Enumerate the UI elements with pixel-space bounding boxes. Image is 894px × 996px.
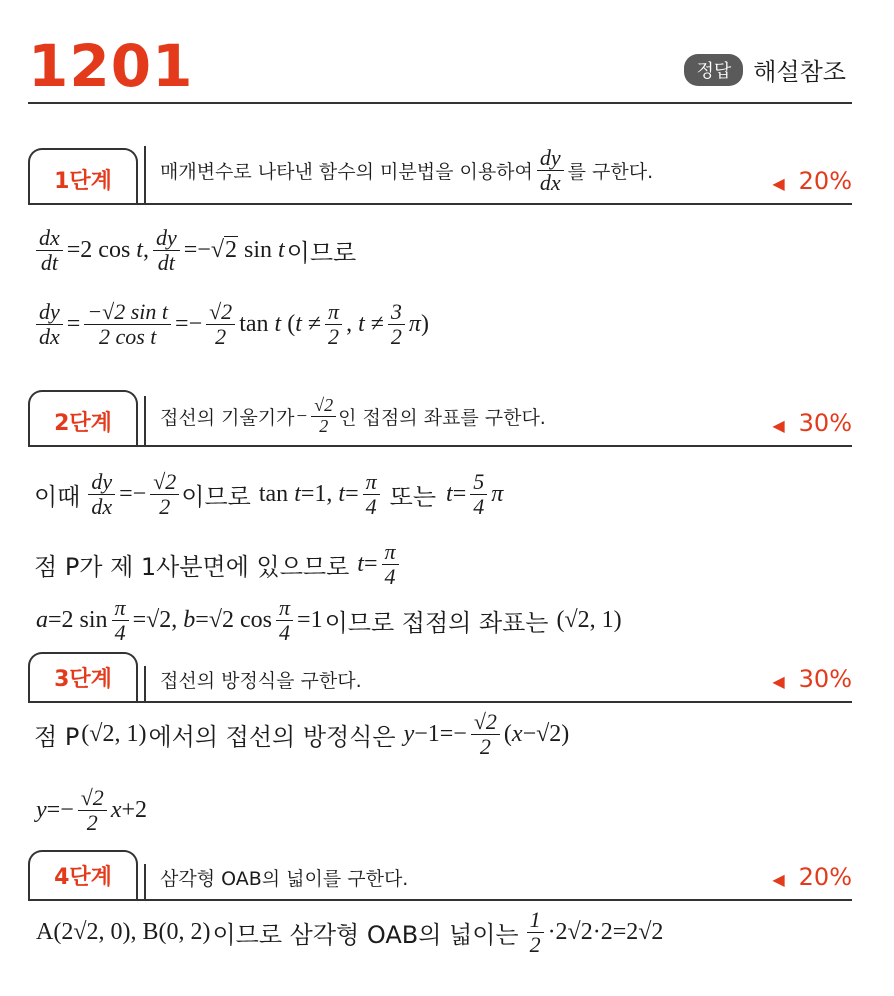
- step-1-percent: ◀ 20%: [772, 167, 852, 196]
- answer-area: [684, 52, 846, 87]
- step-4-label: 4단계: [28, 850, 138, 899]
- step-2-label: 2단계: [28, 390, 138, 445]
- step-4-description: 삼각형 OAB의 넓이를 구한다.: [144, 864, 772, 899]
- step-1-line-1: $\frac{dx}{dt}$ =2 cos t, $\frac{dy}{dt}$ =−√2 sin t 이므로: [34, 226, 356, 275]
- step-1-description: 매개변수로 나타낸 함수의 미분법을 이용하여 $\frac{dy}{dx}$ 를 구한다.: [144, 146, 772, 203]
- step-2-line-1: 이때 $\frac{dy}{dx}$ =− $\frac{√2}{2}$ 이므로 tan t=1, t= $\frac{\pi}{4}$ 또는 t= $\frac{5}{4}$ π: [34, 469, 504, 520]
- step-2-line-3: a=2 sin $\frac{\pi}{4}$ =√2, b=√2 cos $\frac{\pi}{4}$ =1 이므로 접점의 좌표는 (√2, 1): [36, 595, 622, 646]
- step-1-header: [28, 146, 852, 205]
- step-4-header: [28, 850, 852, 901]
- step-2-header: [28, 390, 852, 447]
- step-2-line-2: 점 P가 제 1사분면에 있으므로 t= $\frac{\pi}{4}$: [34, 540, 401, 589]
- step-3-line-1: 점 P (√2, 1) 에서의 접선의 방정식은 y−1=− $\frac{√2}{2}$ (x−√2): [34, 709, 570, 760]
- step-3-line-2: y=− $\frac{√2}{2}$ x+2: [36, 785, 148, 836]
- step-2-description: 접선의 기울기가 − $\frac{√2}{2}$ 인 접점의 좌표를 구한다.: [144, 396, 772, 445]
- step-4-percent: ◀ 20%: [772, 863, 852, 891]
- step-1-label: 1단계: [28, 148, 138, 203]
- step-3-percent: ◀ 30%: [772, 665, 852, 693]
- step-3-label: 3단계: [28, 652, 138, 701]
- step-4-line-1: A(2√2, 0), B(0, 2) 이므로 삼각형 OAB의 넓이는 $\frac{1}{2}$ ·2√2·2=2√2: [36, 907, 664, 958]
- answer-text: 해설참조: [753, 58, 846, 86]
- problem-number: 1201: [28, 32, 194, 100]
- step-2-percent: ◀ 30%: [772, 409, 852, 437]
- header-divider: [28, 102, 852, 104]
- step-3-description: 접선의 방정식을 구한다.: [144, 666, 772, 701]
- step-1-line-2: $\frac{dy}{dx}$ = $\frac{\text{−√2 sin t}}{\text{2 cos t}}$ =− $\frac{√2}{2}$ tan t (t ≠ $\frac{\pi}{2}$ , t ≠ $\frac{3}{2}$ π): [34, 300, 431, 349]
- answer-badge: 정답: [684, 54, 743, 86]
- step-3-header: [28, 652, 852, 703]
